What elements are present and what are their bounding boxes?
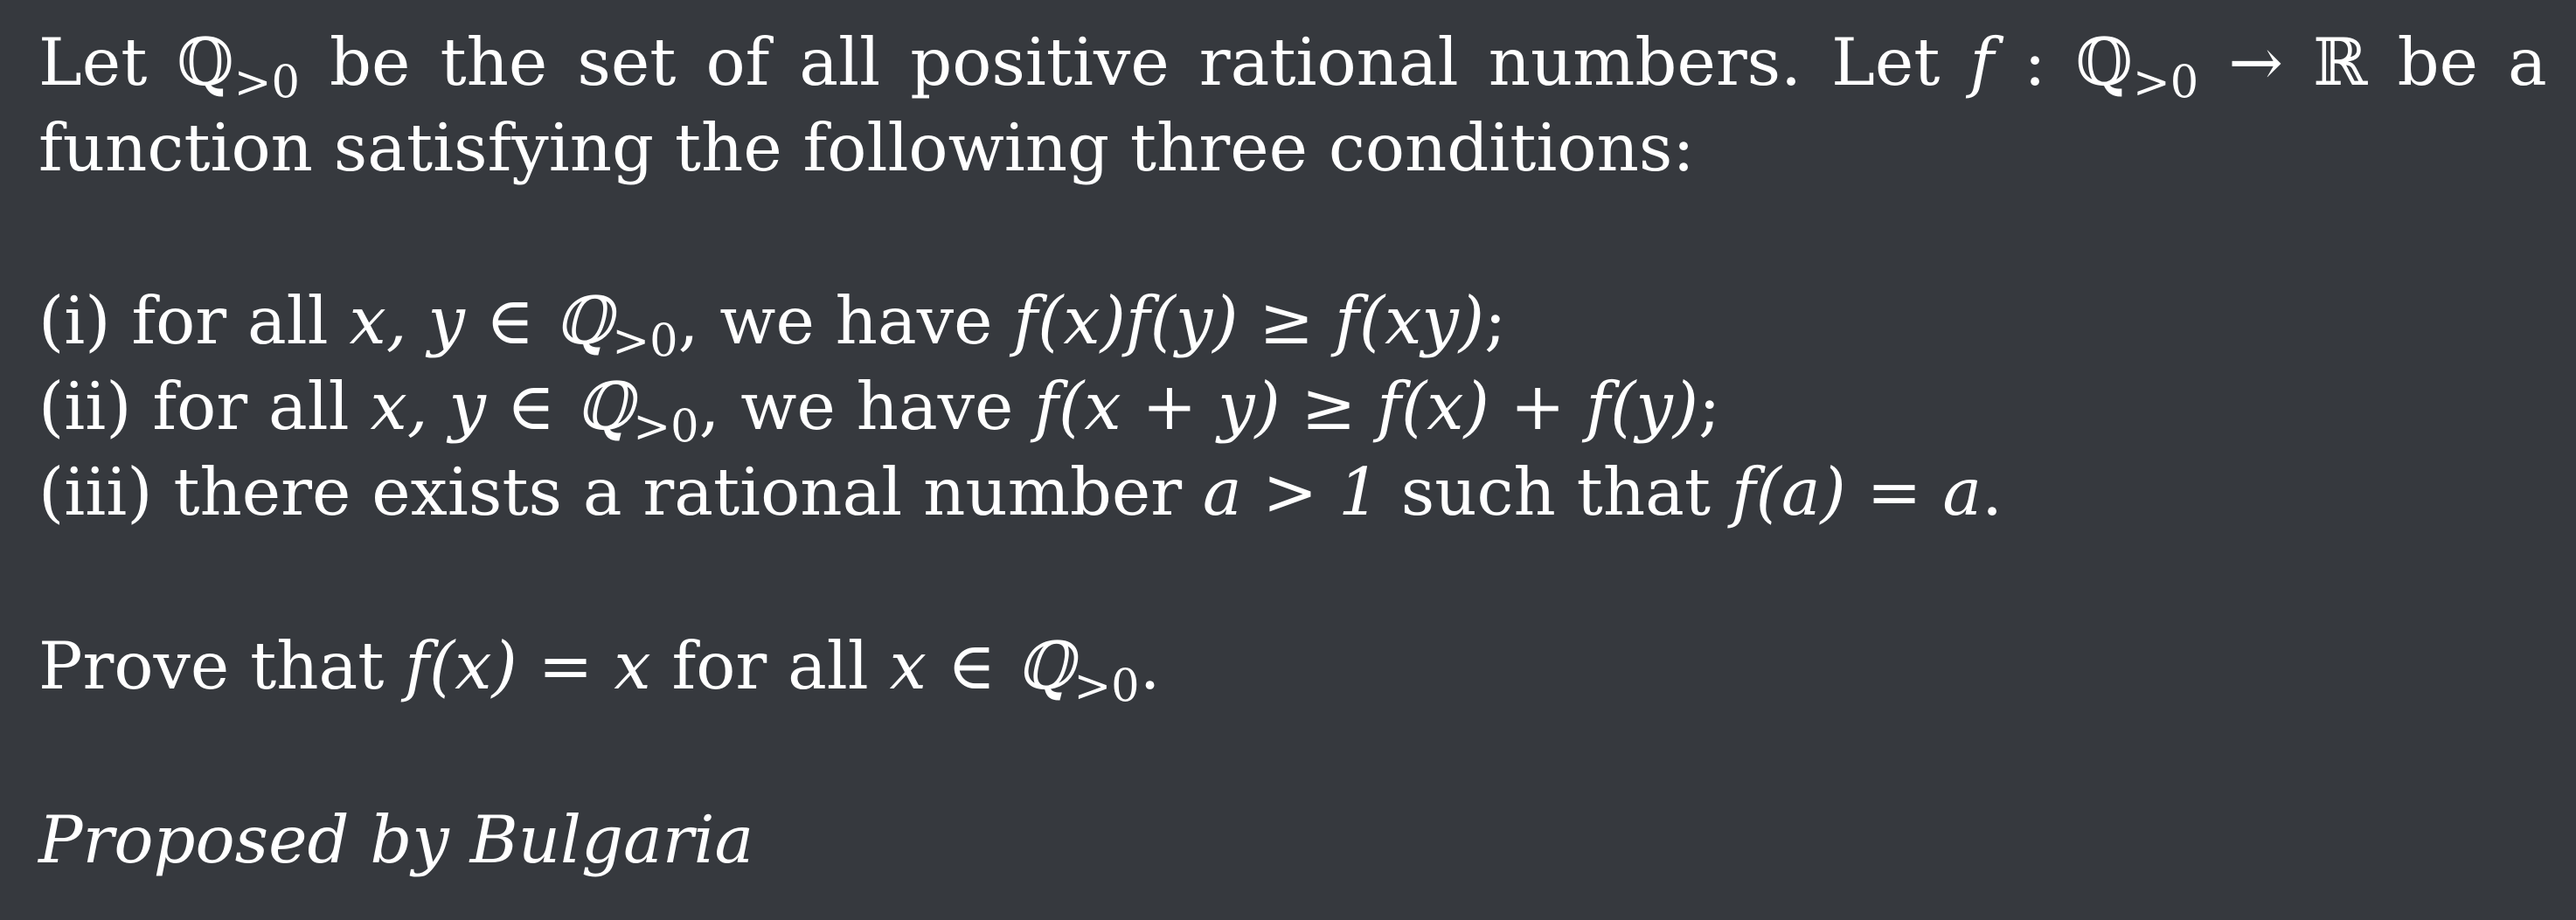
conclusion-math: f(x) = x: [405, 627, 651, 704]
conclusion-text: for all: [671, 627, 869, 704]
spacer: [38, 535, 2547, 623]
condition-math: f(a) = a: [1731, 453, 1982, 530]
word: be: [2397, 24, 2478, 100]
condition-text: such that: [1400, 453, 1711, 530]
word: of: [705, 24, 770, 100]
condition-math: f(x)f(y) ≥ f(xy): [1013, 282, 1485, 359]
math-symbol: ℚ: [2075, 24, 2133, 100]
word: a: [2508, 24, 2547, 100]
punctuation: .: [1139, 627, 1161, 704]
problem-statement: [38, 19, 2547, 882]
condition-marker: (ii): [38, 368, 132, 445]
spacer: [38, 709, 2547, 797]
condition-iii: [38, 449, 2547, 535]
punctuation: .: [1982, 453, 2003, 530]
math-set-q: [2075, 19, 2199, 109]
condition-text: there exists a rational number: [173, 453, 1183, 530]
proposer-credit: Proposed by Bulgaria: [38, 801, 754, 878]
condition-marker: (iii): [38, 453, 153, 530]
condition-text: , we have: [677, 282, 993, 359]
conclusion-math: x ∈ ℚ: [889, 627, 1074, 704]
condition-text: , we have: [698, 368, 1014, 445]
condition-math: f(x + y) ≥ f(x) + f(y): [1034, 368, 1699, 445]
condition-text: for all: [131, 282, 329, 359]
condition-math: x, y ∈ ℚ: [349, 282, 613, 359]
word: rational: [1198, 24, 1459, 100]
condition-math: x, y ∈ ℚ: [370, 368, 634, 445]
subscript: >0: [612, 315, 678, 368]
math-arrow: →: [2228, 24, 2284, 100]
word: numbers.: [1488, 24, 1802, 100]
math-colon: :: [2024, 24, 2046, 100]
math-set-q: [177, 19, 300, 109]
math-f: f: [1969, 24, 1995, 100]
spacer: [38, 190, 2547, 278]
punctuation: ;: [1484, 282, 1507, 359]
condition-marker: (i): [38, 282, 111, 359]
subscript: >0: [633, 401, 699, 453]
conclusion: [38, 623, 2547, 713]
subscript: >0: [233, 57, 300, 109]
condition-math: a > 1: [1202, 453, 1380, 530]
punctuation: ;: [1698, 368, 1721, 445]
word: Let: [38, 24, 148, 100]
math-set-r: ℝ: [2313, 24, 2368, 100]
subscript: >0: [1073, 661, 1140, 713]
word: the: [440, 24, 548, 100]
conclusion-text: Prove that: [38, 627, 385, 704]
math-symbol: ℚ: [177, 24, 234, 100]
subscript: >0: [2133, 57, 2199, 109]
word: set: [577, 24, 677, 100]
intro-line-1: [38, 19, 2547, 109]
condition-ii: [38, 363, 2547, 453]
word: all: [799, 24, 881, 100]
condition-text: for all: [152, 368, 350, 445]
intro-line-2: function satisfying the following three conditions:: [38, 109, 1695, 186]
condition-i: [38, 278, 2547, 368]
word: positive: [910, 24, 1170, 100]
word: be: [330, 24, 411, 100]
word: Let: [1831, 24, 1941, 100]
